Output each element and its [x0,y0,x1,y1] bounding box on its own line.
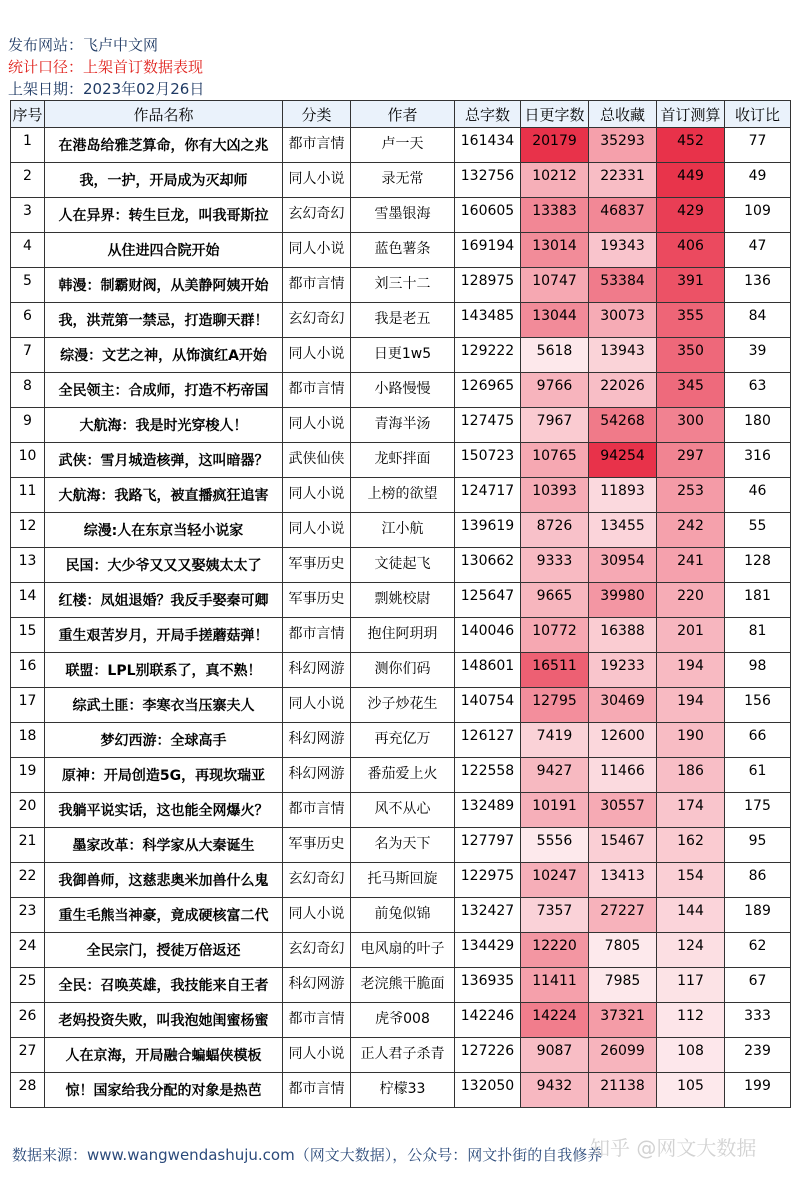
cell-first-sub-estimate: 452 [657,128,725,163]
cell-sub-ratio: 109 [725,198,791,233]
cell-first-sub-estimate: 297 [657,443,725,478]
cell-daily-words: 20179 [521,128,589,163]
cell-title: 大航海：我路飞，被直播疯狂追害 [45,478,283,513]
cell-sub-ratio: 180 [725,408,791,443]
cell-daily-words: 10212 [521,163,589,198]
cell-daily-words: 10765 [521,443,589,478]
cell-first-sub-estimate: 345 [657,373,725,408]
cell-total-favorites: 54268 [589,408,657,443]
cell-first-sub-estimate: 112 [657,1003,725,1038]
cell-index: 18 [11,723,45,758]
cell-title: 全民：召唤英雄，我技能来自王者 [45,968,283,1003]
cell-index: 7 [11,338,45,373]
cell-total-words: 148601 [455,653,521,688]
cell-title: 民国：大少爷又又又娶姨太太了 [45,548,283,583]
cell-sub-ratio: 39 [725,338,791,373]
table-row [11,793,791,828]
cell-category: 同人小说 [283,478,351,513]
cell-author: 测你们码 [351,653,455,688]
cell-author: 风不从心 [351,793,455,828]
cell-total-words: 139619 [455,513,521,548]
cell-daily-words: 10772 [521,618,589,653]
cell-title: 重生艰苦岁月，开局手搓蘑菇弹！ [45,618,283,653]
cell-title: 红楼：凤姐退婚？我反手娶秦可卿 [45,583,283,618]
cell-category: 科幻网游 [283,723,351,758]
cell-first-sub-estimate: 429 [657,198,725,233]
stat-scope: 统计口径：上架首订数据表现 [8,58,204,76]
cell-category: 科幻网游 [283,653,351,688]
cell-first-sub-estimate: 117 [657,968,725,1003]
cell-total-favorites: 16388 [589,618,657,653]
col-header-sub-ratio: 收订比 [725,101,791,128]
cell-sub-ratio: 199 [725,1073,791,1108]
table-row [11,1003,791,1038]
cell-category: 同人小说 [283,163,351,198]
cell-total-favorites: 22331 [589,163,657,198]
cell-title: 人在京海，开局融合蝙蝠侠模板 [45,1038,283,1073]
cell-category: 军事历史 [283,583,351,618]
cell-daily-words: 13044 [521,303,589,338]
cell-index: 28 [11,1073,45,1108]
cell-index: 26 [11,1003,45,1038]
cell-title: 全民领主：合成师，打造不朽帝国 [45,373,283,408]
table-row [11,373,791,408]
cell-total-words: 129222 [455,338,521,373]
cell-first-sub-estimate: 350 [657,338,725,373]
col-header-category: 分类 [283,101,351,128]
cell-author: 日更1w5 [351,338,455,373]
cell-title: 惊！国家给我分配的对象是热芭 [45,1073,283,1108]
cell-total-words: 160605 [455,198,521,233]
cell-index: 4 [11,233,45,268]
cell-total-words: 132050 [455,1073,521,1108]
cell-total-words: 125647 [455,583,521,618]
cell-daily-words: 9087 [521,1038,589,1073]
cell-first-sub-estimate: 124 [657,933,725,968]
cell-author: 电风扇的叶子 [351,933,455,968]
table-body [11,128,791,1108]
cell-author: 再充亿万 [351,723,455,758]
table-row [11,478,791,513]
cell-total-favorites: 7985 [589,968,657,1003]
cell-daily-words: 13383 [521,198,589,233]
cell-first-sub-estimate: 391 [657,268,725,303]
cell-daily-words: 13014 [521,233,589,268]
cell-title: 老妈投资失败，叫我泡她闺蜜杨蜜 [45,1003,283,1038]
cell-total-favorites: 11466 [589,758,657,793]
table-row [11,303,791,338]
cell-daily-words: 5618 [521,338,589,373]
cell-sub-ratio: 136 [725,268,791,303]
table-row [11,548,791,583]
cell-index: 27 [11,1038,45,1073]
cell-index: 1 [11,128,45,163]
cell-category: 都市言情 [283,128,351,163]
cell-total-favorites: 94254 [589,443,657,478]
cell-author: 沙子炒花生 [351,688,455,723]
cell-daily-words: 8726 [521,513,589,548]
cell-title: 重生毛熊当神豪，竟成硬核富二代 [45,898,283,933]
cell-total-favorites: 22026 [589,373,657,408]
cell-first-sub-estimate: 406 [657,233,725,268]
cell-daily-words: 9427 [521,758,589,793]
cell-author: 柠檬33 [351,1073,455,1108]
table-row [11,758,791,793]
cell-total-words: 128975 [455,268,521,303]
table-row [11,128,791,163]
cell-total-words: 132489 [455,793,521,828]
cell-index: 3 [11,198,45,233]
cell-category: 科幻网游 [283,968,351,1003]
cell-index: 2 [11,163,45,198]
cell-index: 25 [11,968,45,1003]
cell-sub-ratio: 175 [725,793,791,828]
cell-author: 名为天下 [351,828,455,863]
cell-author: 文徒起飞 [351,548,455,583]
cell-author: 前兔似锦 [351,898,455,933]
cell-category: 军事历史 [283,828,351,863]
cell-daily-words: 7357 [521,898,589,933]
cell-title: 综武土匪：李寒衣当压寨夫人 [45,688,283,723]
cell-daily-words: 10747 [521,268,589,303]
cell-category: 玄幻奇幻 [283,933,351,968]
cell-total-favorites: 35293 [589,128,657,163]
cell-author: 蓝色薯条 [351,233,455,268]
cell-sub-ratio: 239 [725,1038,791,1073]
cell-sub-ratio: 181 [725,583,791,618]
cell-daily-words: 11411 [521,968,589,1003]
cell-total-words: 140754 [455,688,521,723]
cell-author: 小路慢慢 [351,373,455,408]
cell-title: 从住进四合院开始 [45,233,283,268]
table-row [11,863,791,898]
cell-daily-words: 9333 [521,548,589,583]
table-row [11,198,791,233]
cell-total-favorites: 13413 [589,863,657,898]
cell-first-sub-estimate: 194 [657,688,725,723]
cell-daily-words: 16511 [521,653,589,688]
cell-total-favorites: 15467 [589,828,657,863]
cell-category: 都市言情 [283,793,351,828]
cell-sub-ratio: 63 [725,373,791,408]
cell-index: 20 [11,793,45,828]
table-row [11,163,791,198]
col-header-total-words: 总字数 [455,101,521,128]
table-row [11,268,791,303]
cell-daily-words: 5556 [521,828,589,863]
cell-sub-ratio: 128 [725,548,791,583]
cell-sub-ratio: 46 [725,478,791,513]
cell-title: 综漫：文艺之神，从饰演红A开始 [45,338,283,373]
cell-author: 托马斯回旋 [351,863,455,898]
cell-daily-words: 9665 [521,583,589,618]
table-row [11,968,791,1003]
cell-index: 23 [11,898,45,933]
cell-first-sub-estimate: 162 [657,828,725,863]
cell-daily-words: 9766 [521,373,589,408]
cell-sub-ratio: 189 [725,898,791,933]
cell-category: 都市言情 [283,268,351,303]
ranking-table [10,100,791,1108]
cell-sub-ratio: 333 [725,1003,791,1038]
cell-author: 刘三十二 [351,268,455,303]
cell-author: 老浣熊干脆面 [351,968,455,1003]
cell-title: 武侠：雪月城造核弹，这叫暗器？ [45,443,283,478]
cell-first-sub-estimate: 154 [657,863,725,898]
cell-index: 13 [11,548,45,583]
table-row [11,443,791,478]
cell-total-favorites: 19343 [589,233,657,268]
cell-total-favorites: 13455 [589,513,657,548]
cell-category: 同人小说 [283,233,351,268]
cell-daily-words: 10191 [521,793,589,828]
cell-total-words: 134429 [455,933,521,968]
cell-author: 江小航 [351,513,455,548]
cell-daily-words: 9432 [521,1073,589,1108]
table-row [11,408,791,443]
cell-total-words: 142246 [455,1003,521,1038]
cell-sub-ratio: 77 [725,128,791,163]
cell-author: 龙虾拌面 [351,443,455,478]
cell-total-words: 126965 [455,373,521,408]
table-row [11,688,791,723]
cell-sub-ratio: 62 [725,933,791,968]
cell-total-words: 130662 [455,548,521,583]
cell-first-sub-estimate: 449 [657,163,725,198]
cell-author: 录无常 [351,163,455,198]
cell-daily-words: 14224 [521,1003,589,1038]
cell-sub-ratio: 81 [725,618,791,653]
cell-title: 在港岛给雅芝算命，你有大凶之兆 [45,128,283,163]
cell-first-sub-estimate: 220 [657,583,725,618]
cell-daily-words: 7967 [521,408,589,443]
cell-total-words: 127475 [455,408,521,443]
cell-index: 16 [11,653,45,688]
cell-total-words: 124717 [455,478,521,513]
cell-title: 原神：开局创造5G，再现坎瑞亚 [45,758,283,793]
col-header-index: 序号 [11,101,45,128]
table-row [11,1038,791,1073]
cell-sub-ratio: 98 [725,653,791,688]
cell-total-favorites: 37321 [589,1003,657,1038]
cell-author: 剽姚校尉 [351,583,455,618]
cell-category: 玄幻奇幻 [283,863,351,898]
zhihu-watermark: 知乎 @网文大数据 [590,1136,757,1160]
data-source-footer: 数据来源：www.wangwendashuju.com（网文大数据），公众号：网文扑街的自我修养 [12,1146,603,1164]
cell-index: 22 [11,863,45,898]
cell-total-words: 122558 [455,758,521,793]
cell-index: 14 [11,583,45,618]
cell-index: 5 [11,268,45,303]
cell-first-sub-estimate: 201 [657,618,725,653]
cell-daily-words: 12795 [521,688,589,723]
cell-first-sub-estimate: 174 [657,793,725,828]
table-row [11,513,791,548]
cell-total-words: 140046 [455,618,521,653]
cell-index: 8 [11,373,45,408]
cell-daily-words: 7419 [521,723,589,758]
cell-first-sub-estimate: 186 [657,758,725,793]
cell-total-words: 136935 [455,968,521,1003]
cell-author: 雪墨银海 [351,198,455,233]
cell-total-favorites: 26099 [589,1038,657,1073]
cell-index: 9 [11,408,45,443]
cell-category: 同人小说 [283,1038,351,1073]
cell-category: 同人小说 [283,898,351,933]
cell-index: 17 [11,688,45,723]
cell-category: 玄幻奇幻 [283,303,351,338]
cell-index: 12 [11,513,45,548]
cell-author: 虎爷008 [351,1003,455,1038]
col-header-total-favorites: 总收藏 [589,101,657,128]
cell-total-words: 127226 [455,1038,521,1073]
cell-daily-words: 12220 [521,933,589,968]
cell-category: 军事历史 [283,548,351,583]
cell-sub-ratio: 86 [725,863,791,898]
cell-category: 同人小说 [283,408,351,443]
cell-sub-ratio: 156 [725,688,791,723]
cell-index: 11 [11,478,45,513]
cell-total-favorites: 30954 [589,548,657,583]
cell-sub-ratio: 49 [725,163,791,198]
cell-first-sub-estimate: 241 [657,548,725,583]
cell-category: 武侠仙侠 [283,443,351,478]
cell-first-sub-estimate: 355 [657,303,725,338]
cell-sub-ratio: 61 [725,758,791,793]
cell-first-sub-estimate: 253 [657,478,725,513]
cell-total-favorites: 30073 [589,303,657,338]
cell-first-sub-estimate: 242 [657,513,725,548]
cell-sub-ratio: 47 [725,233,791,268]
cell-author: 卢一天 [351,128,455,163]
table-row [11,653,791,688]
cell-sub-ratio: 95 [725,828,791,863]
cell-index: 6 [11,303,45,338]
cell-total-favorites: 21138 [589,1073,657,1108]
report-header [8,34,204,100]
table-header-row [11,101,791,128]
cell-total-words: 169194 [455,233,521,268]
cell-index: 19 [11,758,45,793]
publish-date: 上架日期：2023年02月26日 [8,80,205,98]
publish-site: 发布网站：飞卢中文网 [8,36,159,54]
col-header-author: 作者 [351,101,455,128]
cell-category: 都市言情 [283,1073,351,1108]
cell-total-favorites: 12600 [589,723,657,758]
cell-first-sub-estimate: 300 [657,408,725,443]
cell-sub-ratio: 84 [725,303,791,338]
cell-total-favorites: 30557 [589,793,657,828]
cell-category: 同人小说 [283,688,351,723]
cell-total-favorites: 7805 [589,933,657,968]
cell-first-sub-estimate: 108 [657,1038,725,1073]
table-row [11,1073,791,1108]
cell-index: 10 [11,443,45,478]
cell-category: 都市言情 [283,1003,351,1038]
table-row [11,338,791,373]
table-row [11,828,791,863]
cell-title: 人在异界：转生巨龙，叫我哥斯拉 [45,198,283,233]
cell-total-favorites: 39980 [589,583,657,618]
cell-total-words: 126127 [455,723,521,758]
table-row [11,583,791,618]
table-row [11,618,791,653]
cell-title: 我，洪荒第一禁忌，打造聊天群！ [45,303,283,338]
cell-first-sub-estimate: 144 [657,898,725,933]
cell-title: 我躺平说实话，这也能全网爆火？ [45,793,283,828]
cell-category: 玄幻奇幻 [283,198,351,233]
cell-sub-ratio: 55 [725,513,791,548]
table-row [11,898,791,933]
cell-sub-ratio: 316 [725,443,791,478]
cell-title: 我御兽师，这慈悲奥米加兽什么鬼 [45,863,283,898]
col-header-daily-words: 日更字数 [521,101,589,128]
cell-total-favorites: 27227 [589,898,657,933]
cell-total-words: 161434 [455,128,521,163]
cell-sub-ratio: 66 [725,723,791,758]
cell-category: 都市言情 [283,618,351,653]
cell-author: 番茄爱上火 [351,758,455,793]
cell-index: 24 [11,933,45,968]
cell-daily-words: 10247 [521,863,589,898]
col-header-title: 作品名称 [45,101,283,128]
cell-category: 同人小说 [283,338,351,373]
cell-author: 青海半汤 [351,408,455,443]
cell-total-words: 143485 [455,303,521,338]
cell-title: 墨家改革：科学家从大秦诞生 [45,828,283,863]
col-header-first-sub-estimate: 首订测算 [657,101,725,128]
cell-title: 联盟：LPL别联系了，真不熟！ [45,653,283,688]
cell-first-sub-estimate: 105 [657,1073,725,1108]
cell-first-sub-estimate: 194 [657,653,725,688]
cell-total-words: 132427 [455,898,521,933]
cell-total-favorites: 46837 [589,198,657,233]
cell-total-words: 132756 [455,163,521,198]
cell-category: 都市言情 [283,373,351,408]
cell-title: 梦幻西游：全球高手 [45,723,283,758]
cell-author: 上榜的欲望 [351,478,455,513]
cell-title: 大航海：我是时光穿梭人！ [45,408,283,443]
cell-total-words: 122975 [455,863,521,898]
cell-total-favorites: 19233 [589,653,657,688]
cell-index: 15 [11,618,45,653]
cell-total-favorites: 30469 [589,688,657,723]
cell-sub-ratio: 67 [725,968,791,1003]
cell-first-sub-estimate: 190 [657,723,725,758]
table-row [11,933,791,968]
cell-title: 韩漫：制霸财阀，从美静阿姨开始 [45,268,283,303]
cell-daily-words: 10393 [521,478,589,513]
cell-total-words: 150723 [455,443,521,478]
cell-author: 正人君子杀青 [351,1038,455,1073]
cell-total-favorites: 11893 [589,478,657,513]
cell-category: 同人小说 [283,513,351,548]
cell-title: 我，一护，开局成为灭却师 [45,163,283,198]
cell-category: 科幻网游 [283,758,351,793]
cell-total-words: 127797 [455,828,521,863]
cell-index: 21 [11,828,45,863]
cell-author: 我是老五 [351,303,455,338]
table-row [11,723,791,758]
cell-total-favorites: 13943 [589,338,657,373]
cell-total-favorites: 53384 [589,268,657,303]
cell-title: 全民宗门，授徒万倍返还 [45,933,283,968]
table-row [11,233,791,268]
cell-author: 抱住阿玥玥 [351,618,455,653]
cell-title: 综漫:人在东京当轻小说家 [45,513,283,548]
